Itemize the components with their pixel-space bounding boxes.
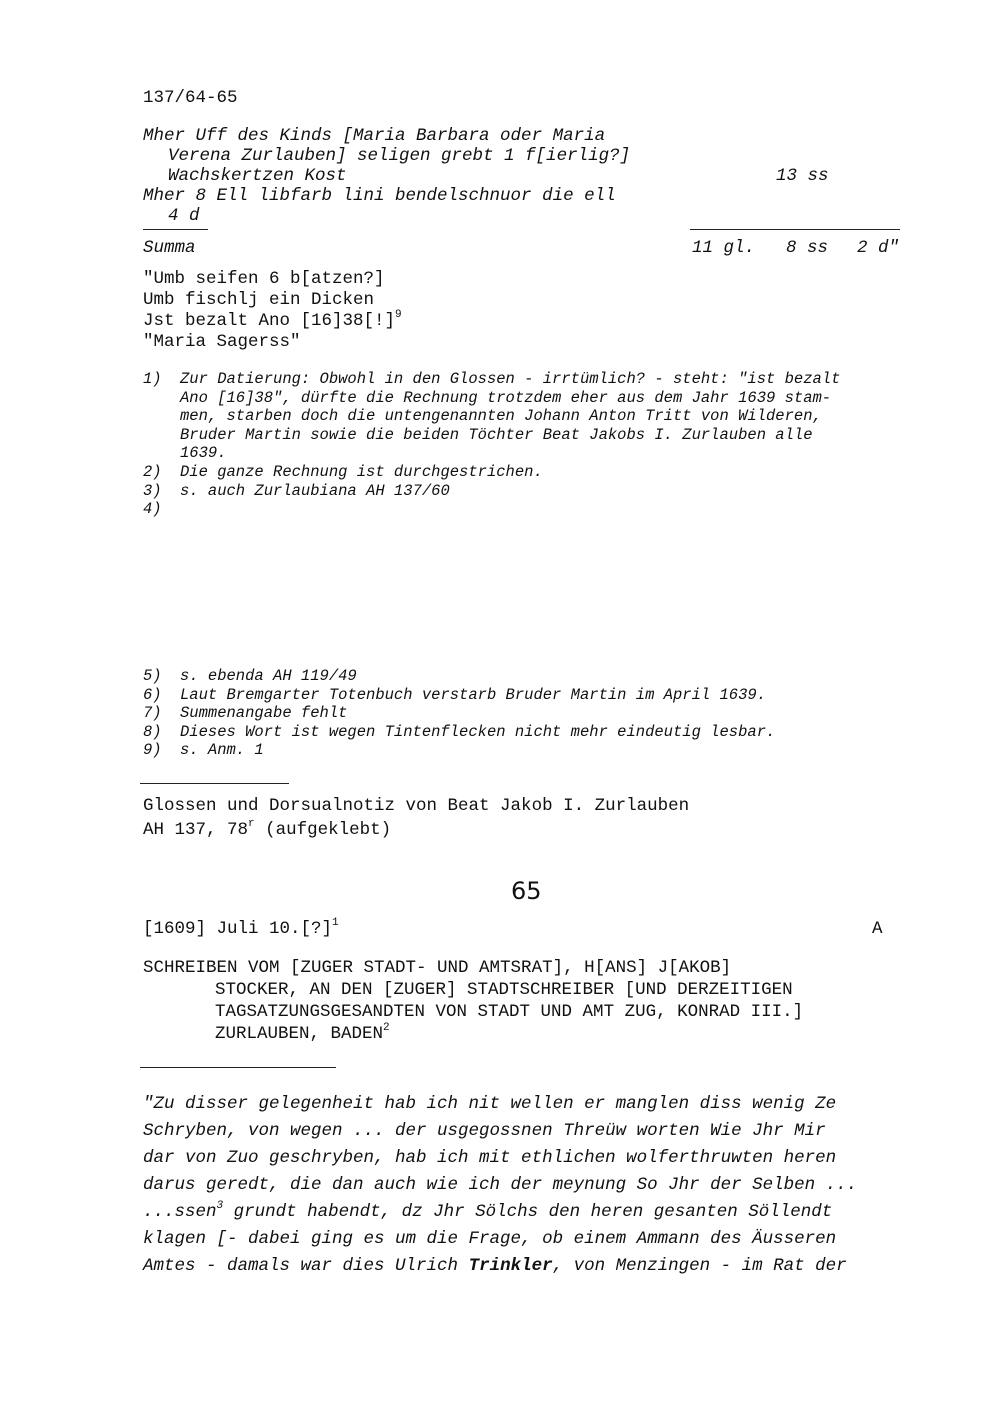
footnote-text: s. ebenda AH 119/49 — [180, 667, 357, 685]
section-rule — [140, 1067, 336, 1068]
document-letter: A — [872, 919, 883, 939]
summa-d: 2 d" — [857, 238, 900, 258]
account-line: Wachskertzen Kost — [168, 166, 347, 186]
footnote-number: 4) — [143, 500, 162, 519]
body-text: , von Menzingen - im Rat der — [552, 1256, 847, 1276]
footnote-number: 3) — [143, 481, 162, 500]
footnote-text: s. auch Zurlaubiana AH 137/60 — [180, 481, 450, 500]
summa-label: Summa — [143, 238, 196, 258]
footnote-ref: 1 — [332, 917, 339, 930]
account-line: 4 d — [168, 206, 200, 226]
body-text: grundt habendt, dz Jhr Sölchs den heren gesanten Söllendt — [223, 1202, 833, 1222]
footnote-number: 6) — [143, 685, 162, 704]
footnote-number: 7) — [143, 704, 162, 723]
page-reference: 137/64-65 — [143, 88, 238, 108]
document-date — [143, 919, 339, 939]
source-line — [143, 820, 391, 840]
gloss-line: "Maria Sagerss" — [143, 332, 301, 352]
title-text: ZURLAUBEN, BADEN — [215, 1024, 384, 1044]
account-line: Verena Zurlauben] seligen grebt 1 f[ierlig?] — [168, 146, 631, 166]
footnote-number: 9) — [143, 741, 162, 760]
body-line: "Zu disser gelegenheit hab ich nit wellen er manglen diss wenig Ze — [143, 1094, 837, 1114]
body-line — [143, 1202, 832, 1222]
footnote-ref: 9 — [395, 309, 402, 322]
body-line: Schryben, von wegen ... der usgegossnen Threüw worten Wie Jhr Mir — [143, 1121, 826, 1141]
footnote-text: s. Anm. 1 — [180, 741, 264, 760]
date-text: [1609] Juli 10.[?] — [143, 919, 333, 939]
source-note: (aufgeklebt) — [254, 820, 392, 840]
body-line: klagen [- dabei ging es um die Frage, ob einem Ammann des Äusseren — [143, 1229, 837, 1249]
document-title-line: STOCKER, AN DEN [ZUGER] STADTSCHREIBER [UND DERZEITIGEN — [215, 980, 793, 1000]
summa-ss: 8 ss — [786, 238, 829, 258]
footnote-text: Die ganze Rechnung ist durchgestrichen. — [180, 463, 543, 481]
emphasized-name: Trinkler — [468, 1256, 553, 1276]
footnote-text: Dieses Wort ist wegen Tintenflecken nicht mehr eindeutig lesbar. — [180, 722, 776, 741]
footnote-number: 8) — [143, 722, 162, 741]
document-title-line: SCHREIBEN VOM [ZUGER STADT- UND AMTSRAT], H[ANS] J[AKOB] — [143, 958, 732, 978]
footnote-number: 2) — [143, 463, 162, 481]
body-text: ...ssen — [143, 1202, 217, 1222]
footnote-text: men, starben doch die untengenannten Johann Anton Tritt von Wilderen, — [180, 407, 822, 426]
footnote-ref: 2 — [383, 1022, 390, 1035]
footnote-ref: 3 — [216, 1200, 224, 1213]
footnote-number: 1) — [143, 370, 162, 388]
gloss-line — [143, 311, 402, 331]
section-rule — [140, 783, 289, 784]
footnote-text: Ano [16]38", dürfte die Rechnung trotzdem eher aus dem Jahr 1639 stam- — [180, 388, 832, 407]
sum-rule — [690, 229, 900, 230]
document-title-line — [215, 1024, 390, 1044]
body-text: Amtes - damals war dies Ulrich — [143, 1256, 469, 1276]
footnote-text: Laut Bremgarter Totenbuch verstarb Bruder Martin im April 1639. — [180, 685, 766, 704]
body-line: dar von Zuo geschryben, hab ich mit ethlichen wolferthruwten heren — [143, 1148, 837, 1168]
underline-rule — [143, 229, 208, 230]
summa-gl: 11 gl. — [692, 238, 756, 258]
source-line: Glossen und Dorsualnotiz von Beat Jakob I. Zurlauben — [143, 796, 690, 816]
document-number: 65 — [511, 877, 542, 905]
footnote-text: Bruder Martin sowie die beiden Töchter Beat Jakobs I. Zurlauben alle — [180, 425, 813, 444]
account-line: Mher 8 Ell libfarb lini bendelschnuor die ell — [143, 186, 616, 206]
footnote-text: 1639. — [180, 444, 227, 463]
body-line — [143, 1256, 847, 1276]
gloss-line: Umb fischlj ein Dicken — [143, 290, 375, 310]
document-title-line: TAGSATZUNGSGESANDTEN VON STADT UND AMT ZUG, KONRAD III.] — [215, 1002, 804, 1022]
body-line: darus geredt, die dan auch wie ich der meynung So Jhr der Selben ... — [143, 1175, 858, 1195]
folio-recto: r — [248, 818, 255, 831]
footnote-text: Summenangabe fehlt — [180, 704, 348, 723]
source-ref: AH 137, 78 — [143, 820, 249, 840]
gloss-text: Jst bezalt Ano [16]38[!] — [143, 311, 396, 331]
account-amount: 13 ss — [776, 166, 829, 186]
footnote-text: Zur Datierung: Obwohl in den Glossen - irrtümlich? - steht: "ist bezalt — [180, 370, 841, 388]
gloss-line: "Umb seifen 6 b[atzen?] — [143, 269, 385, 289]
account-line: Mher Uff des Kinds [Maria Barbara oder Maria — [143, 126, 606, 146]
footnote-number: 5) — [143, 667, 162, 685]
